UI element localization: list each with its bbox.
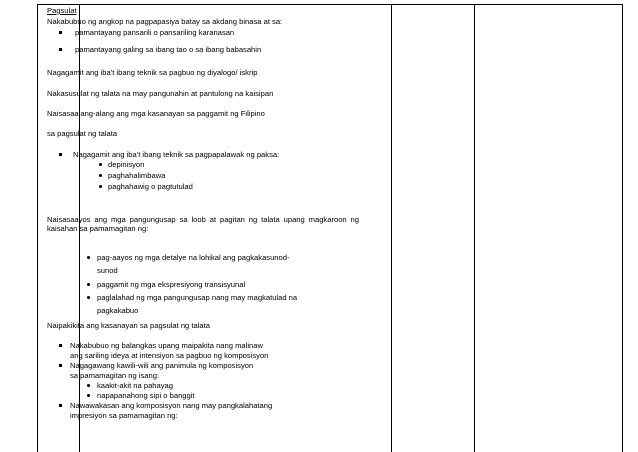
column-divider xyxy=(474,5,475,452)
bullet-square-icon xyxy=(59,153,62,156)
arrange-item: paglalahad ng mga pangungusap nang may magkatulad na xyxy=(97,293,298,302)
arrange-item-continuation: sunod xyxy=(97,266,118,275)
compose-item: Nawawakasan ang komposisyon nang may pangkalahatang xyxy=(70,401,273,410)
criteria-item: pamantayang pansarili o pansariling karanasan xyxy=(75,28,235,37)
arrange-text: Naisasaayos ang mga pangungusap sa loob at pagitan ng talata upang magkaroon ng kaisahan sa pamamagitan ng: xyxy=(47,215,359,233)
ways-text: sa pagsulat ng talata xyxy=(47,129,118,138)
topic-sentence-text: Nakasusulat ng talata na may pangunahin at pantulong na kaisipan xyxy=(47,89,274,98)
expand-item: depinisyon xyxy=(108,160,145,169)
bullet-dot-icon xyxy=(87,256,90,259)
arrange-item: pag-aayos ng mga detalye na lohikal ang pagkakasunod- xyxy=(97,253,290,262)
compose-item: Nagagawang kawili-wili ang panimula ng komposisyon xyxy=(70,361,254,370)
compose-item-continuation: sa pamamagitan ng isang: xyxy=(70,371,160,380)
compose-item: Nakabubuo ng balangkas upang maipakita nang malinaw xyxy=(70,341,263,350)
show-skill-text: Naipakikita ang kasanayan sa pagsulat ng talata xyxy=(47,321,210,330)
expand-item: paghahawig o pagtutulad xyxy=(108,182,193,191)
arrange-item-continuation: pagkakabuo xyxy=(97,306,139,315)
expand-item: paghahalimbawa xyxy=(108,171,166,180)
dialog-text: Nagagamit ang iba't ibang teknik sa pagbuo ng diyalogo/ iskrip xyxy=(47,68,258,77)
section-heading: Pagsulat xyxy=(47,6,77,15)
bullet-square-icon xyxy=(59,404,62,407)
column-divider xyxy=(391,5,392,452)
expand-intro: Nagagamit ang iba't ibang teknik sa pagpapalawak ng paksa: xyxy=(73,150,280,159)
bullet-square-icon xyxy=(59,48,62,51)
bullet-dot-icon xyxy=(99,163,102,166)
bullet-dot-icon xyxy=(87,296,90,299)
bullet-dot-icon xyxy=(87,384,90,387)
compose-sub-item: napapanahong sipi o banggit xyxy=(97,391,195,400)
compose-sub-item: kaakit-akit na pahayag xyxy=(97,381,173,390)
bullet-dot-icon xyxy=(87,394,90,397)
ways-text: Naisasaalang-alang ang mga kasanayan sa paggamit ng Filipino xyxy=(47,109,265,118)
bullet-square-icon xyxy=(59,344,62,347)
compose-item-continuation: impresiyon sa pamamagitan ng: xyxy=(70,411,178,420)
bullet-dot-icon xyxy=(87,283,90,286)
intro-text: Nakabubuo ng angkop na pagpapasiya batay sa akdang binasa at sa: xyxy=(47,17,283,26)
bullet-dot-icon xyxy=(99,185,102,188)
criteria-item: pamantayang galing sa ibang tao o sa ibang babasahin xyxy=(75,45,262,54)
compose-item-continuation: ang sariling ideya at intensiyon sa pagbuo ng komposisyon xyxy=(70,351,269,360)
bullet-dot-icon xyxy=(99,174,102,177)
column-divider xyxy=(622,5,623,452)
bullet-square-icon xyxy=(59,364,62,367)
bullet-square-icon xyxy=(59,31,62,34)
arrange-item: paggamit ng mga ekspresiyong transisyunal xyxy=(97,280,246,289)
